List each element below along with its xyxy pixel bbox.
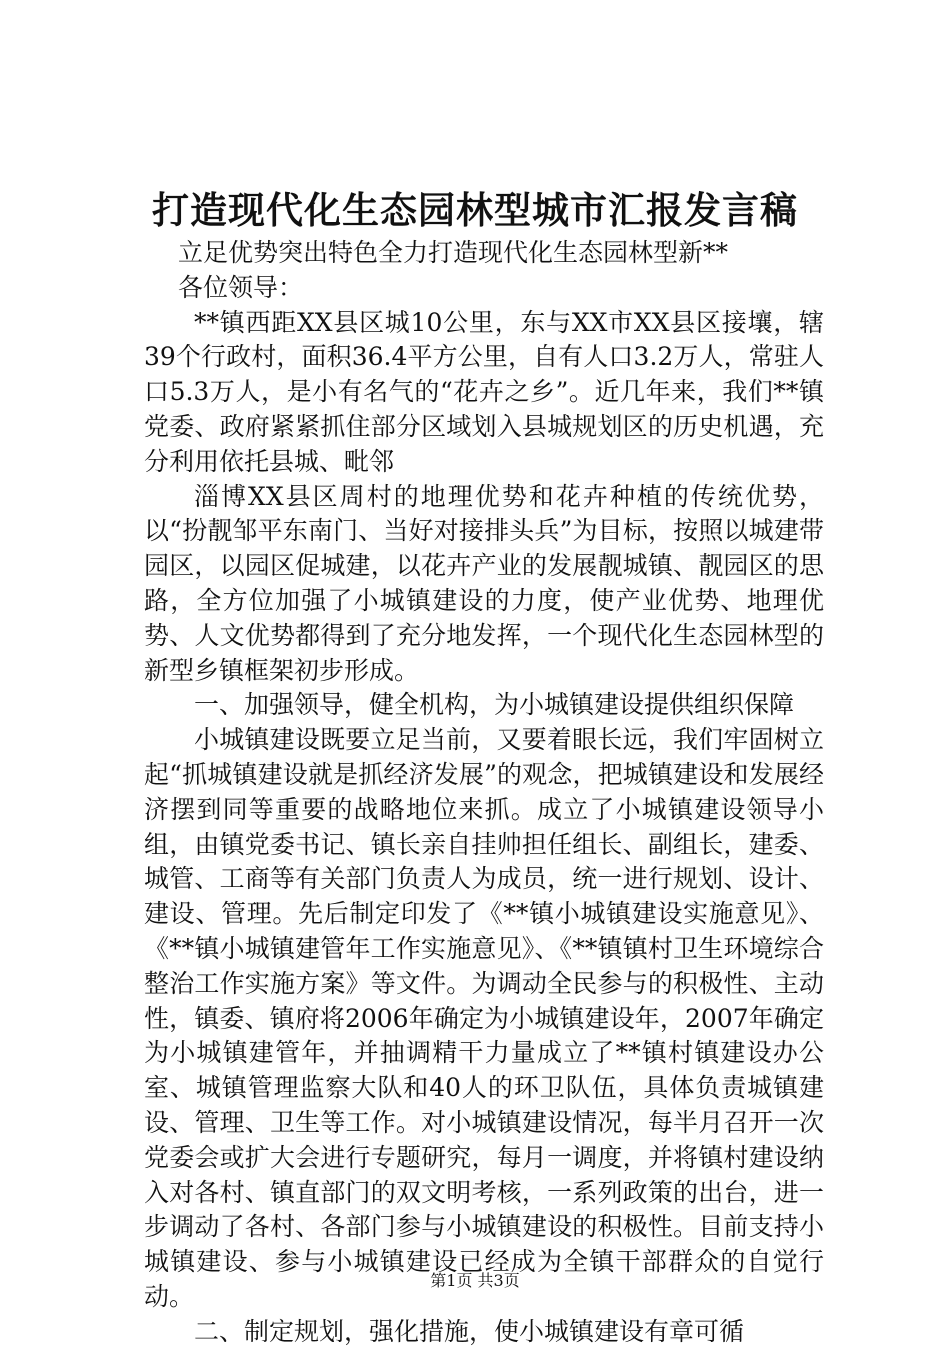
- body-paragraph-intro: **镇西距XX县区城10公里，东与XX市XX县区接壤，辖39个行政村，面积36.4平方公里，自有人口3.2万人，常驻人口5.3万人，是小有名气的“花卉之乡”。近几年来，我们**镇党委、政府紧紧抓住部分区域划入县城规划区的历史机遇，充分利用依托县城、毗邻: [144, 307, 824, 476]
- document-body: [144, 236, 824, 1350]
- salutation-paragraph: 各位领导：: [178, 272, 304, 302]
- page-footer: 第1页 共3页: [430, 1271, 520, 1290]
- section-heading-1: 一、加强领导，健全机构，为小城镇建设提供组织保障: [194, 690, 795, 720]
- body-paragraph-leadership: 小城镇建设既要立足当前，又要着眼长远，我们牢固树立起“抓城镇建设就是抓经济发展”的观念，把城镇建设和发展经济摆到同等重要的战略地位来抓。成立了小城镇建设领导小组，由镇党委书记、镇长亲自挂帅担任组长、副组长，建委、城管、工商等有关部门负责人为成员，统一进行规划、设计、建设、管理。先后制定印发了《**镇小城镇建设实施意见》、《**镇小城镇建管年工作实施意见》、《**镇镇村卫生环境综合整治工作实施方案》等文件。为调动全民参与的积极性、主动性，镇委、镇府将2006年确定为小城镇建设年，2007年确定为小城镇建管年，并抽调精干力量成立了**镇村镇建设办公室、城镇管理监察大队和40人的环卫队伍，具体负责城镇建设、管理、卫生等工作。对小城镇建设情况，每半月召开一次党委会或扩大会进行专题研究，每月一调度，并将镇村建设纳入对各村、镇直部门的双文明考核，一系列政策的出台，进一步调动了各村、各部门参与小城镇建设的积极性。目前支持小城镇建设、参与小城镇建设已经成为全镇干部群众的自觉行动。: [144, 725, 824, 1311]
- body-paragraph-advantages: 淄博XX县区周村的地理优势和花卉种植的传统优势，以“扮靓邹平东南门、当好对接排头兵”为目标，按照以城建带园区，以园区促城建，以花卉产业的发展靓城镇、靓园区的思路，全方位加强了小城镇建设的力度，使产业优势、地理优势、人文优势都得到了充分地发挥，一个现代化生态园林型的新型乡镇框架初步形成。: [144, 481, 824, 685]
- document-title: 打造现代化生态园林型城市汇报发言稿: [152, 188, 798, 232]
- section-heading-2: 二、制定规划，强化措施，使小城镇建设有章可循: [194, 1316, 745, 1346]
- subtitle-paragraph: 立足优势突出特色全力打造现代化生态园林型新**: [178, 238, 729, 267]
